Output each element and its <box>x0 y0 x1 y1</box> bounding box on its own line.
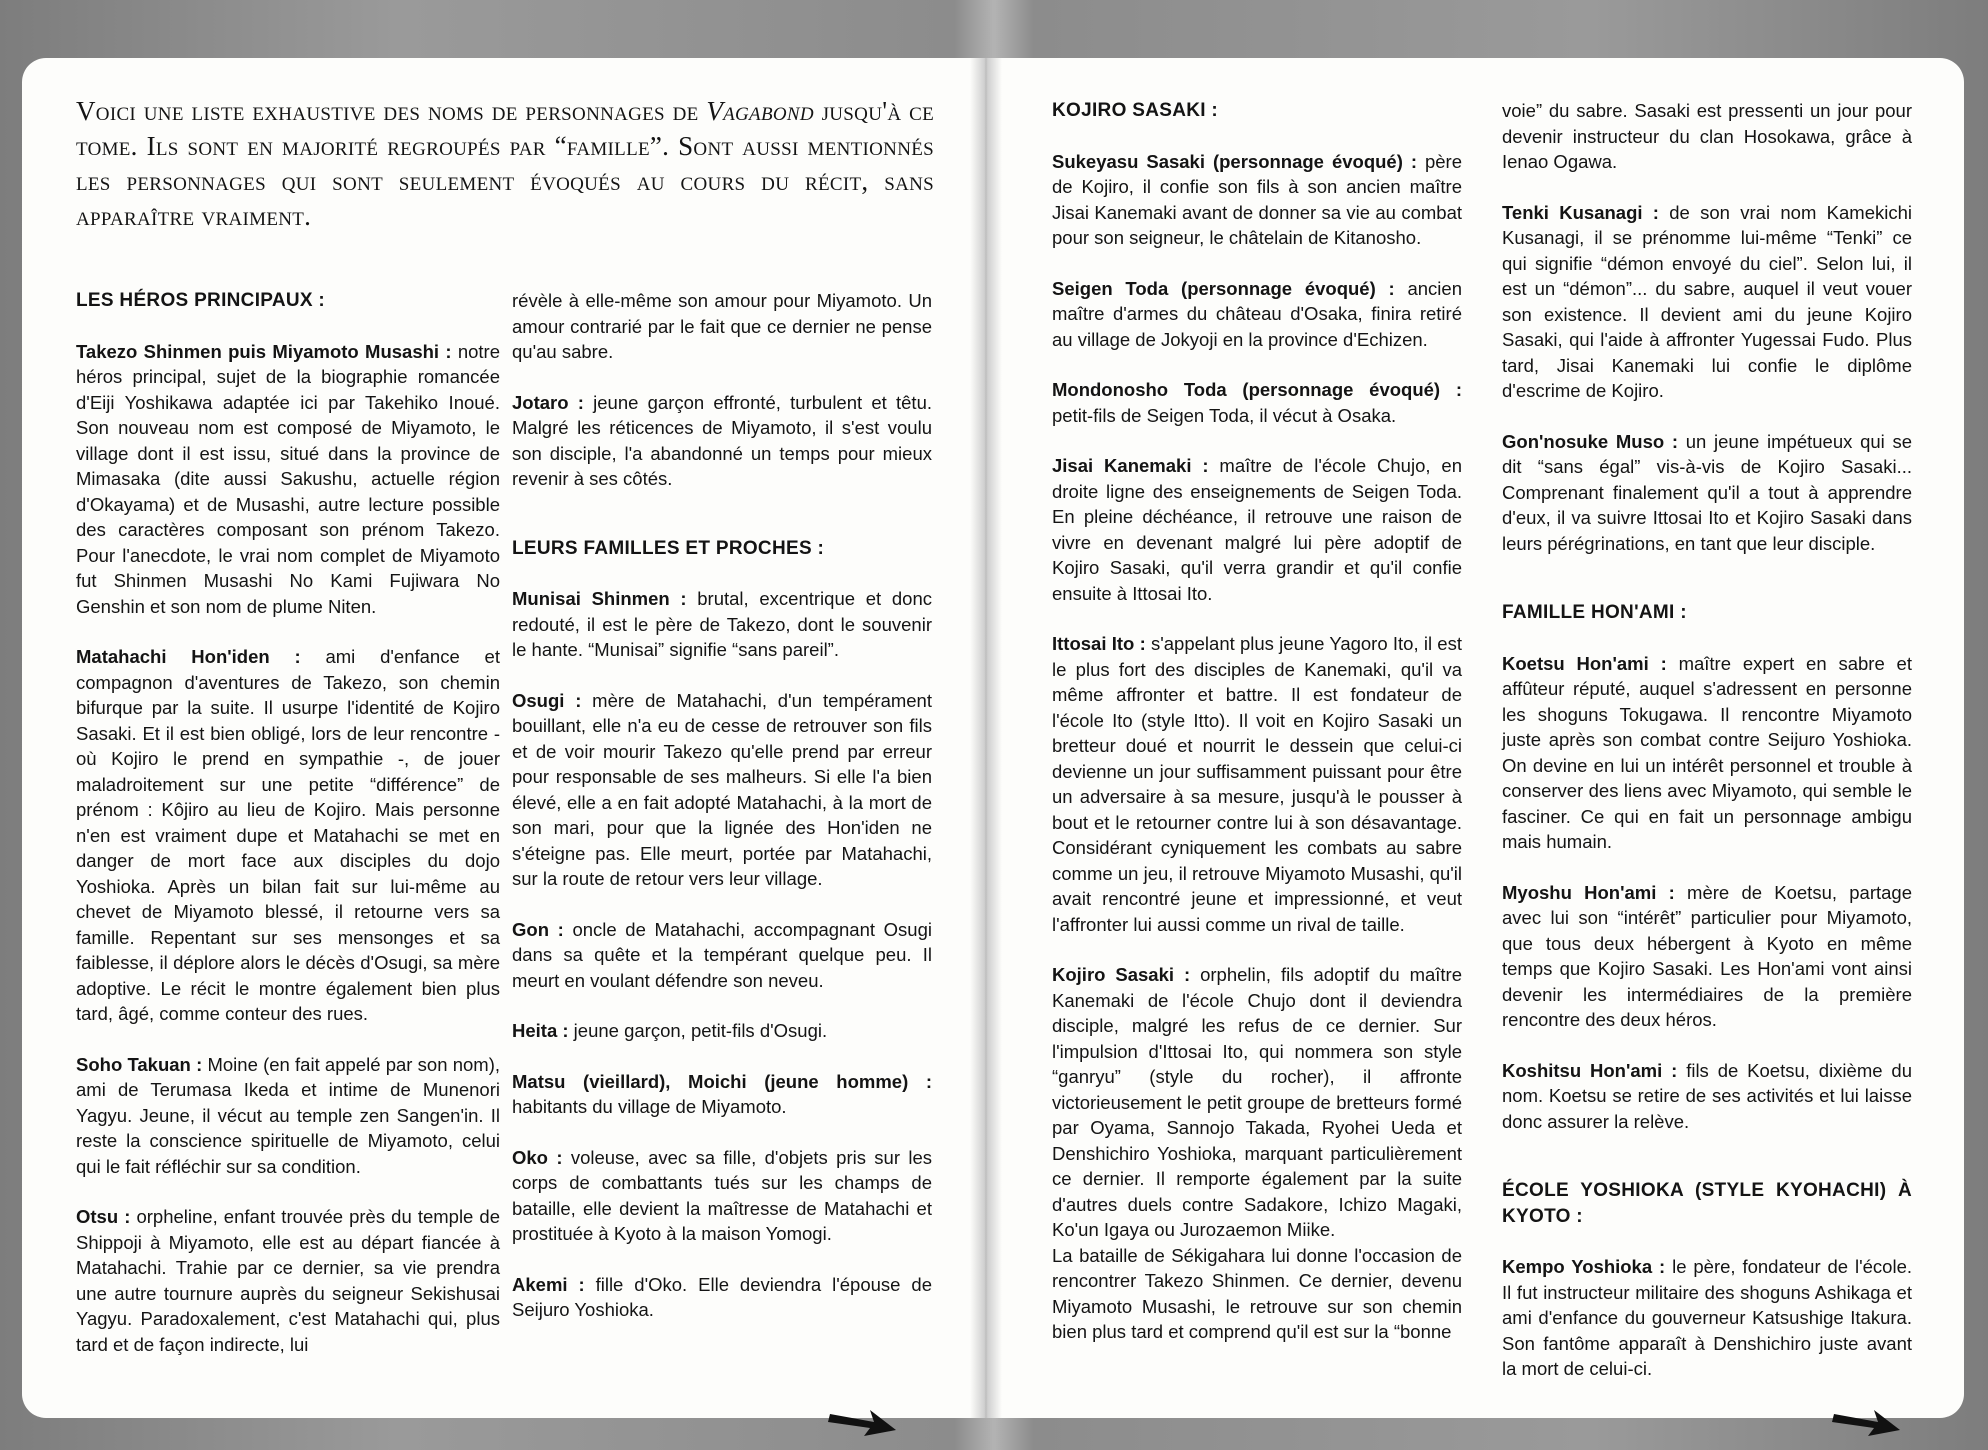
section-heading: FAMILLE HON'AMI : <box>1502 602 1687 623</box>
section-heading: LES HÉROS PRINCIPAUX : <box>76 290 326 311</box>
column-2 <box>512 288 932 1348</box>
left-page <box>22 58 970 1418</box>
entry: Tenki Kusanagi : de son vrai nom Kamekichi Kusanagi, il se prénomme lui-même “Tenki” ce qui signifie “démon envoyé du ciel”. Selon lui, il est un “démon”... du sabre, auquel il veut vouer son existence. Il devient ami du jeune Kojiro Sasaki, qui l'aide à affronter Yugessai Fudo. Plus tard, Jisai Kanemaki lui confie le diplôme d'escrime de Kojiro. <box>1502 201 1912 401</box>
entry-continued: révèle à elle-même son amour pour Miyamoto. Un amour contrarié par le fait que ce dernier ne pense qu'au sabre. <box>512 290 932 362</box>
entry: Jotaro : jeune garçon effronté, turbulent et têtu. Malgré les réticences de Miyamoto, il s'est voulu son disciple, l'a abandonné un temps pour mieux revenir à ses côtés. <box>512 391 932 489</box>
entry: Koshitsu Hon'ami : fils de Koetsu, dixième du nom. Koetsu se retire de ses activités et lui laisse donc assurer la relève. <box>1502 1059 1912 1132</box>
section-heading: KOJIRO SASAKI : <box>1052 100 1219 121</box>
entry: Osugi : mère de Matahachi, d'un tempérament bouillant, elle n'a eu de cesse de retrouver son fils et de voir mourir Takezo qu'elle prend par erreur pour responsable de ses malheurs. Si elle l'a bien élevé, elle a en fait adopté Matahachi, à la mort de son mari, pour que la lignée des Hon'iden ne s'éteigne pas. Elle meurt, portée par Matahachi, sur la route de retour vers leur village. <box>512 689 932 889</box>
arrow-right-icon <box>1832 1400 1902 1440</box>
section-heading: LEURS FAMILLES ET PROCHES : <box>512 537 825 559</box>
column-3 <box>1052 98 1462 1370</box>
column-4 <box>1502 98 1912 1407</box>
entry: Koetsu Hon'ami : maître expert en sabre et affûteur réputé, auquel s'adressent en personne les shoguns Tokugawa. Il rencontre Miyamoto juste après son combat contre Seijuro Yoshioka. On devine en lui un intérêt personnel et trouble à conserver des liens avec Miyamoto, qui semble le fasciner. Ce qui en fait un personnage ambigu mais humain. <box>1502 652 1912 852</box>
entry: Heita : jeune garçon, petit-fils d'Osugi. <box>512 1020 828 1041</box>
entry: Matsu (vieillard), Moichi (jeune homme) : habitants du village de Miyamoto. <box>512 1070 932 1117</box>
entry: Myoshu Hon'ami : mère de Koetsu, partage avec lui son “intérêt” particulier pour Miyamoto, que tous deux hébergent à Kyoto en même temps que Kojiro Sasaki. Les Hon'ami vont ainsi devenir les intermédiaires de la première rencontre des deux héros. <box>1502 881 1912 1030</box>
entry: Takezo Shinmen puis Miyamoto Musashi : notre héros principal, sujet de la biographie romancée d'Eiji Yoshikawa adaptée ici par Takehiko Inoué. Son nouveau nom est composé de Miyamoto, le village dont il est issu, situé dans la province de Mimasaka (dite aussi Sakushu, actuelle région d'Okayama) et de Musashi, autre lecture possible des caractères composant son prénom Takezo. Pour l'anecdote, le vrai nom complet de Miyamoto fut Shinmen Musashi No Kami Fujiwara No Genshin et son nom de plume Niten. <box>76 340 500 617</box>
entry: Soho Takuan : Moine (en fait appelé par son nom), ami de Terumasa Ikeda et intime de Munenori Yagyu. Jeune, il vécut au temple zen Sangen'in. Il reste la conscience spirituelle de Miyamoto, celui qui le fait réfléchir sur sa condition. <box>76 1053 501 1177</box>
right-page <box>1002 58 1964 1418</box>
entry: Kojiro Sasaki : orphelin, fils adoptif du maître Kanemaki de l'école Chujo dont il deviendra disciple, malgré les refus de ce dernier. Sur l'impulsion d'Ittosai Ito, qui nommera son style “ganryu” (style du rocher), il affronte victorieusement le petit groupe de bretteurs formé par Oyama, Sannojo Takada, Ryohei Ueda et Denshichiro Yoshioka, marquant particulièrement ce dernier. Il remporte également par la suite d'autres duels contre Sadakore, Ichizo Magaki, Ko'un Igaya ou Jurozaemon Miike. <box>1052 964 1463 1240</box>
arrow-right-icon <box>828 1400 898 1440</box>
entry: Seigen Toda (personnage évoqué) : ancien maître d'armes du château d'Osaka, finira retiré au village de Jokyoji en la province d'Echizen. <box>1052 277 1462 350</box>
entry: Otsu : orpheline, enfant trouvée près du temple de Shippoji à Miyamoto, elle est au départ fiancée à Matahachi. Trahie par ce dernier, sa vie prendra une autre tournure auprès du seigneur Sekishusai Yagyu. Paradoxalement, c'est Matahachi qui, plus tard et de façon indirecte, lui <box>76 1206 500 1355</box>
entry: Munisai Shinmen : brutal, excentrique et donc redouté, il est le père de Takezo, dont le souvenir le hante. “Munisai” signifie “sans pareil”. <box>512 588 932 660</box>
entry: Sukeyasu Sasaki (personnage évoqué) : père de Kojiro, il confie son fils à son ancien maître Jisai Kanemaki avant de donner sa vie au combat pour son seigneur, le châtelain de Kitanosho. <box>1052 150 1462 248</box>
section-heading: ÉCOLE YOSHIOKA (STYLE KYOHACHI) À KYOTO : <box>1502 1180 1912 1227</box>
book-gutter <box>970 58 1002 1418</box>
entry: Akemi : fille d'Oko. Elle deviendra l'épouse de Seijuro Yoshioka. <box>512 1273 932 1320</box>
entry-continued: voie” du sabre. Sasaki est pressenti un jour pour devenir instructeur du clan Hosokawa, grâce à Ienao Ogawa. <box>1502 100 1912 172</box>
entry: Oko : voleuse, avec sa fille, d'objets pris sur les corps de combattants tués sur les champs de bataille, elle devient la maîtresse de Matahachi et prostituée à Kyoto à la maison Yomogi. <box>512 1146 932 1244</box>
entry: Matahachi Hon'iden : ami d'enfance et compagnon d'aventures de Takezo, son chemin bifurque par la suite. Il usurpe l'identité de Kojiro Sasaki. Et il est bien obligé, lors de leur rencontre - où Kojiro le prend en sympathie -, de jouer maladroitement sur une petite “différence” de prénom : Kôjiro au lieu de Kojiro. Mais personne n'en est vraiment dupe et Matahachi se met en danger de mort face aux disciples du dojo Yoshioka. Après un bilan fait sur lui-même au chevet de Miyamoto blessé, il retourne vers sa famille. Repentant sur ses mensonges et sa faiblesse, il déplore alors le décès d'Osugi, sa mère adoptive. Le récit le montre également bien plus tard, âgé, comme conteur des rues. <box>76 646 500 1024</box>
entry: Jisai Kanemaki : maître de l'école Chujo, en droite ligne des enseignements de Seigen Toda. En pleine déchéance, il retrouve une raison de vivre en devenant malgré lui père adoptif de Kojiro Sasaki, qu'il verra grandir et qu'il confie ensuite à Ittosai Ito. <box>1052 455 1462 604</box>
intro-title: Vagabond <box>706 96 814 126</box>
entry: Gon'nosuke Muso : un jeune impétueux qui se dit “sans égal” vis-à-vis de Kojiro Sasaki... Comprenant finalement qu'il a tout à apprendre d'eux, il va suivre Ittosai Ito et Kojiro Sasaki dans leurs pérégrinations, en tant que leur disciple. <box>1502 430 1913 554</box>
entry-tail: La bataille de Sékigahara lui donne l'occasion de rencontrer Takezo Shinmen. Ce dernier, devenu Miyamoto Musashi, le retrouve sur son chemin bien plus tard et comprend qu'il est sur la “bonne <box>1052 1244 1462 1342</box>
entry: Gon : oncle de Matahachi, accompagnant Osugi dans sa quête et la tempérant quelque peu. Il meurt en voulant défendre son neveu. <box>512 918 932 991</box>
entry: Mondonosho Toda (personnage évoqué) : petit-fils de Seigen Toda, il vécut à Osaka. <box>1052 379 1462 426</box>
column-1 <box>76 288 500 1382</box>
intro-paragraph: Voici une liste exhaustive des noms de personnages de Vagabond jusqu'à ce tome. Ils sont en majorité regroupés par “famille”. Sont aussi mentionnés les personnages qui sont seulement évoqués au cours du récit, sans apparaître vraiment. <box>76 96 935 231</box>
entry: Kempo Yoshioka : le père, fondateur de l'école. Il fut instructeur militaire des shoguns Ashikaga et ami d'enfance du gouverneur Katsushige Itakura. Son fantôme apparaît à Denshichiro juste avant la mort de celui-ci. <box>1502 1256 1913 1379</box>
entry: Ittosai Ito : s'appelant plus jeune Yagoro Ito, il est le plus fort des disciples de Kanemaki, qu'il va même affronter et battre. Il est fondateur de l'école Ito (style Itto). Il voit en Kojiro Sasaki un bretteur doué et nourrit le dessein que celui-ci devienne un jour suffisamment puissant pour être un adversaire à sa mesure, jusqu'à le pousser à bout et le retourner contre lui à son désavantage. Considérant cyniquement les combats au sabre comme un jeu, il retrouve Miyamoto Musashi, qu'il avait rencontré jeune et impressionné, et veut l'affronter lui aussi comme un rival de taille. <box>1052 633 1462 935</box>
